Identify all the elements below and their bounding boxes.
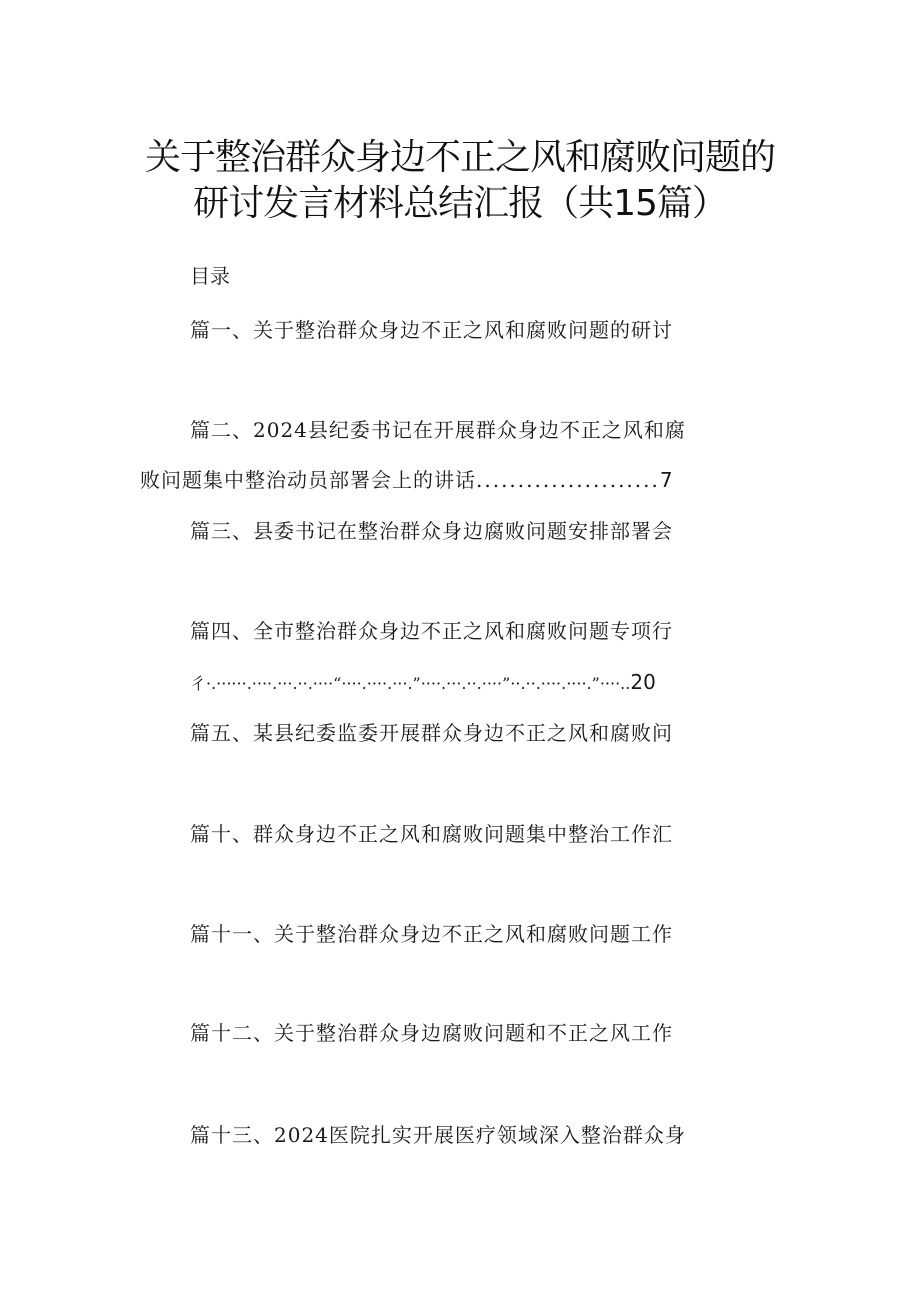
toc-entry-12: 篇十二、关于整治群众身边腐败问题和不正之风工作 [190, 1021, 673, 1045]
toc-entry-2-continuation [140, 466, 673, 494]
toc-entry-4: 篇四、全市整治群众身边不正之风和腐败问题专项行 [190, 619, 673, 643]
toc-entry-10: 篇十、群众身边不正之风和腐败问题集中整治工作汇 [190, 822, 673, 846]
toc-entry-11: 篇十一、关于整治群众身边不正之风和腐败问题工作 [190, 922, 673, 946]
toc-entry-2-leader-dots: ...................... [476, 468, 660, 492]
toc-entry-2-cont-text: 败问题集中整治动员部署会上的讲话 [140, 468, 476, 492]
toc-entry-5: 篇五、某县纪委监委开展群众身边不正之风和腐败问 [190, 721, 673, 745]
document-title-line-1: 关于整治群众身边不正之风和腐败问题的 [144, 137, 775, 178]
toc-entry-2-page-number: 7 [659, 468, 673, 492]
toc-heading: 目录 [190, 264, 230, 288]
toc-entry-2: 篇二、2024县纪委书记在开展群众身边不正之风和腐 [190, 418, 686, 442]
document-title-line-2: 研讨发言材料总结汇报（共15篇） [193, 183, 727, 224]
toc-entry-13: 篇十三、2024医院扎实开展医疗领域深入整治群众身 [190, 1123, 686, 1147]
toc-entry-4-page-number: 20 [630, 670, 656, 694]
toc-entry-1: 篇一、关于整治群众身边不正之风和腐败问题的研讨 [190, 318, 673, 342]
toc-entry-4-continuation [190, 668, 656, 698]
toc-entry-4-cont-text: 彳·.······.····.···.··.····“····.····.···.”····.···.··.····”··.··.····.····.”····.. [190, 674, 631, 693]
toc-entry-3: 篇三、县委书记在整治群众身边腐败问题安排部署会 [190, 519, 673, 543]
